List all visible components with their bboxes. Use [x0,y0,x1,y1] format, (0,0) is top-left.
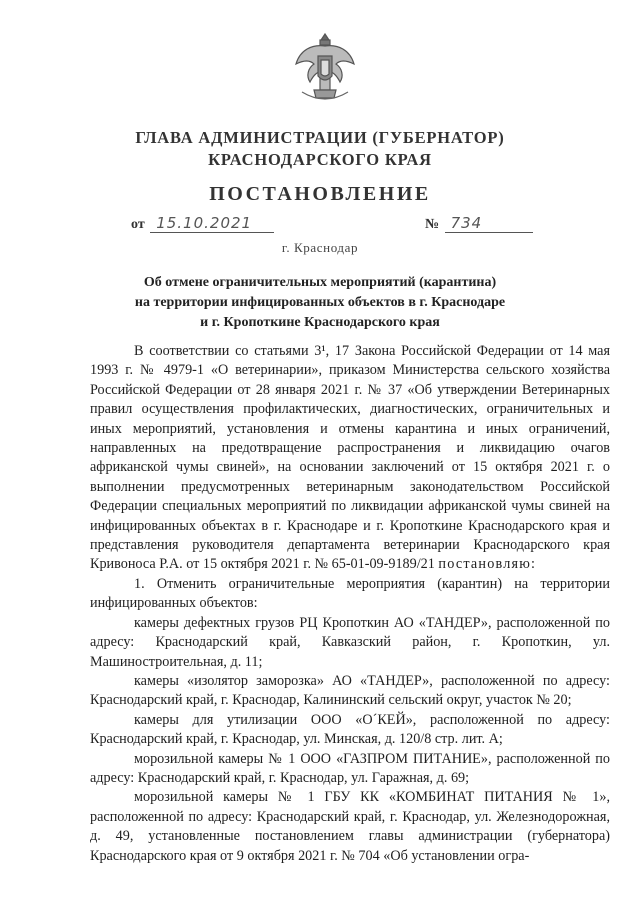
object-2: камеры «изолятор заморозка» АО «ТАНДЕР», расположенной по адресу: Краснодарский край, г. Краснодар, Калининский сельский округ, участок № 20; [90,672,610,709]
object-4: морозильной камеры № 1 ООО «ГАЗПРОМ ПИТАНИЕ», расположенной по адресу: Краснодарский край, г. Краснодар, ул. Гаражная, д. 69; [90,750,610,786]
subject-line1: Об отмене ограничительных мероприятий (карантина) [143,275,497,290]
document-subject [0,273,640,333]
city: г. Краснодар [281,240,359,255]
preamble-paragraph [90,342,610,575]
document-number [425,214,533,233]
document-body [90,342,610,866]
item-1: 1. Отменить ограничительные мероприятия (карантин) на территории инфицированных объектов: [90,575,610,612]
number-label: № [425,217,440,232]
object-1: камеры дефектных грузов РЦ Кропоткин АО «ТАНДЕР», расположенной по адресу: Краснодарский край, Кавказский район, г. Кропоткин, ул. Машиностроительная, д. 11; [90,614,610,670]
document-type: ПОСТАНОВЛЕНИЕ [209,183,431,205]
number-value: 734 [445,214,533,233]
document-date [131,214,274,233]
coat-of-arms-emblem [290,30,360,105]
authority-title-line2: КРАСНОДАРСКОГО КРАЯ [208,150,432,169]
object-5: морозильной камеры № 1 ГБУ КК «КОМБИНАТ ПИТАНИЯ № 1», расположенной по адресу: Краснодарский край, г. Краснодар, ул. Железнодорожная, д. 49, установленные постановлением главы администрации (губернатора) Краснодарского края от 9 октября 2021 г. № 704 «Об установлении огра- [90,789,610,864]
date-value: 15.10.2021 [150,214,274,233]
date-label: от [131,217,145,232]
subject-line3: и г. Кропоткине Краснодарского края [200,315,440,330]
preamble-text: В соответствии со статьями 3¹, 17 Закона Российской Федерации от 14 мая 1993 г. № 4979-1 «О ветеринарии», приказом Министерства сельского хозяйства Российской Федерации от 28 января 2021 г. № 37 «Об утверждении Ветеринарных правил осуществления профилактических, диагностических, ограничительных и иных мероприятий, установления и отмены карантина и иных ограничений, направленных на предотвращение распространения и ликвидацию очагов африканской чумы свиней», на основании заключений от 15 октября 2021 г. о выполнении предусмотренных ветеринарным законодательством Российской Федерации специальных мероприятий по ликвидации африканской чумы свиней на инфицированных объектах в г. Краснодаре и г. Кропоткине Краснодарского края и представления руководителя департамента ветеринарии Краснодарского края Кривоноса Р.А. от 15 октября 2021 г. № 65-01-09-9189/21 [90,343,610,573]
subject-line2: на территории инфицированных объектов в г. Краснодаре [134,295,506,310]
authority-title-line1: ГЛАВА АДМИНИСТРАЦИИ (ГУБЕРНАТОР) [135,128,505,147]
object-3: камеры для утилизации ООО «О´КЕЙ», расположенной по адресу: Краснодарский край, г. Краснодар, ул. Минская, д. 120/8 стр. лит. А; [90,711,610,748]
decree-word: постановляю: [438,556,537,573]
